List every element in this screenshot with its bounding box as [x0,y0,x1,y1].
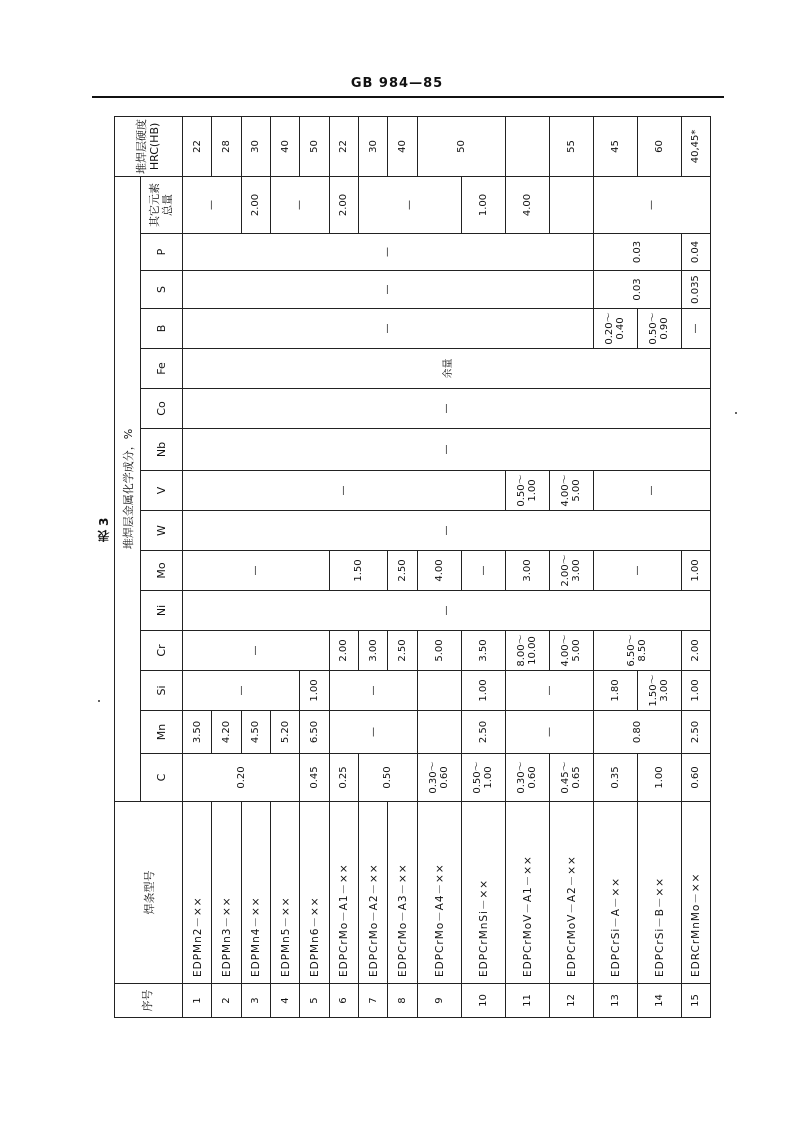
row-no: 8 [388,984,417,1018]
table-row [183,116,212,1017]
cell-hardness: 22 [329,116,358,176]
cell-w: — [183,511,711,551]
composition-table [114,116,711,1018]
cell-fe: 余量 [183,349,711,389]
cell-mn: 2.50 [461,711,505,754]
row-model: EDPCrMo－A3－×× [388,802,417,984]
cell-mn: — [505,711,593,754]
row-model: EDPCrMnSi－×× [461,802,505,984]
header-rule [92,96,724,98]
cell-ni: — [183,591,711,631]
row-no: 13 [593,984,637,1018]
cell-v: — [183,471,506,511]
cell-p: 0.04 [681,234,710,271]
cell-mo: 1.50 [329,551,388,591]
scan-speck [735,412,737,414]
cell-hardness: 40 [270,116,299,176]
cell-other: 1.00 [461,176,505,233]
cell-b: — [183,309,594,349]
col-cr-header: Cr [141,631,183,671]
cell-b: 0.50～0.90 [637,309,681,349]
col-si-header: Si [141,671,183,711]
row-no: 1 [183,984,212,1018]
row-model: EDRCrMnMo－×× [681,802,710,984]
cell-hardness: 55 [549,116,593,176]
col-nb-header: Nb [141,429,183,471]
cell-other: 2.00 [241,176,270,233]
col-ni-header: Ni [141,591,183,631]
cell-hardness: 50 [300,116,329,176]
cell-si: 1.00 [461,671,505,711]
cell-hardness: 40,45* [681,116,710,176]
cell-c: 0.50 [358,754,417,802]
cell-p: — [183,234,594,271]
row-no: 10 [461,984,505,1018]
cell-c: 0.35 [593,754,637,802]
cell-b: 0.20～0.40 [593,309,637,349]
row-model: EDPCrMoV－A1－×× [505,802,549,984]
row-no: 11 [505,984,549,1018]
row-no: 15 [681,984,710,1018]
col-fe-header: Fe [141,349,183,389]
cell-c: 0.30～0.60 [417,754,461,802]
row-no: 12 [549,984,593,1018]
cell-mo: — [461,551,505,591]
cell-s: — [183,271,594,309]
cell-cr: — [183,631,330,671]
cell-other: — [593,176,710,233]
cell-si: 1.00 [300,671,329,711]
cell-mn: 2.50 [681,711,710,754]
row-model: EDPCrSi－A－×× [593,802,637,984]
row-model: EDPCrMo－A2－×× [358,802,387,984]
cell-nb: — [183,429,711,471]
cell-hardness: 40 [388,116,417,176]
table-title: 表 3 [97,517,111,543]
col-hardness-header: 堆焊层硬度HRC(HB) [115,116,183,176]
cell-mn: 5.20 [270,711,299,754]
cell-mn: 4.20 [212,711,241,754]
row-model: EDPMn4－×× [241,802,270,984]
cell-hardness: 50 [417,116,505,176]
row-no: 4 [270,984,299,1018]
table-row [593,116,637,1017]
cell-mn: 0.80 [593,711,681,754]
cell-si: — [183,671,300,711]
cell-hardness: 28 [212,116,241,176]
cell-c: 0.30～0.60 [505,754,549,802]
row-model: EDPMn3－×× [212,802,241,984]
rotated-table-container [114,117,711,1018]
cell-hardness [505,116,549,176]
row-model: EDPMn5－×× [270,802,299,984]
col-group-header: 堆焊层金属化学成分，% [115,176,141,801]
cell-c: 0.25 [329,754,358,802]
cell-mo: 1.00 [681,551,710,591]
col-c-header: C [141,754,183,802]
cell-cr: 8.00～10.00 [505,631,549,671]
cell-co: — [183,389,711,429]
cell-si: — [505,671,593,711]
cell-mn: 3.50 [183,711,212,754]
cell-v: 4.00～5.00 [549,471,593,511]
page-header: GB 984—85 [350,76,444,91]
cell-other: — [270,176,329,233]
cell-mo: 2.50 [388,551,417,591]
cell-si: — [329,671,417,711]
cell-si: 1.00 [681,671,710,711]
col-model-header: 焊条型号 [115,802,183,984]
cell-b: — [681,309,710,349]
cell-other: — [183,176,242,233]
cell-other: 2.00 [329,176,358,233]
row-model: EDPMn6－×× [300,802,329,984]
row-no: 3 [241,984,270,1018]
col-v-header: V [141,471,183,511]
cell-mn [417,711,461,754]
cell-other: 4.00 [505,176,549,233]
cell-c: 0.45～0.65 [549,754,593,802]
cell-cr: 4.00～5.00 [549,631,593,671]
cell-cr: 3.50 [461,631,505,671]
cell-cr: 2.00 [681,631,710,671]
cell-hardness: 22 [183,116,212,176]
cell-cr: 2.00 [329,631,358,671]
col-co-header: Co [141,389,183,429]
row-model: EDPCrMoV－A2－×× [549,802,593,984]
cell-other [549,176,593,233]
col-b-header: B [141,309,183,349]
row-no: 2 [212,984,241,1018]
row-no: 9 [417,984,461,1018]
col-w-header: W [141,511,183,551]
cell-v: — [593,471,710,511]
table-row [681,116,710,1017]
row-no: 6 [329,984,358,1018]
cell-cr: 5.00 [417,631,461,671]
row-model: EDPCrSi－B－×× [637,802,681,984]
cell-c: 0.45 [300,754,329,802]
cell-hardness: 60 [637,116,681,176]
cell-mn: 4.50 [241,711,270,754]
row-model: EDPCrMo－A1－×× [329,802,358,984]
cell-mo: 3.00 [505,551,549,591]
col-mo-header: Mo [141,551,183,591]
col-s-header: S [141,271,183,309]
table-frame [114,117,711,1018]
cell-cr: 3.00 [358,631,387,671]
cell-v: 0.50～1.00 [505,471,549,511]
scan-speck [98,700,100,702]
row-no: 14 [637,984,681,1018]
cell-c: 0.20 [183,754,300,802]
cell-mn: 6.50 [300,711,329,754]
cell-c: 0.50～1.00 [461,754,505,802]
cell-si: 1.50～3.00 [637,671,681,711]
col-mn-header: Mn [141,711,183,754]
row-no: 5 [300,984,329,1018]
cell-hardness: 30 [241,116,270,176]
row-no: 7 [358,984,387,1018]
cell-s: 0.035 [681,271,710,309]
cell-mo: — [593,551,681,591]
cell-cr: 6.50～8.50 [593,631,681,671]
cell-p: 0.03 [593,234,681,271]
col-p-header: P [141,234,183,271]
cell-c: 1.00 [637,754,681,802]
cell-mn: — [329,711,417,754]
cell-s: 0.03 [593,271,681,309]
col-other-header: 其它元素总量 [141,176,183,233]
row-model: EDPMn2－×× [183,802,212,984]
row-model: EDPCrMo－A4－×× [417,802,461,984]
cell-mo: — [183,551,330,591]
col-seq-header: 序号 [115,984,183,1018]
cell-mo: 2.00～3.00 [549,551,593,591]
cell-other: — [358,176,461,233]
cell-c: 0.60 [681,754,710,802]
cell-hardness: 45 [593,116,637,176]
cell-hardness: 30 [358,116,387,176]
cell-cr: 2.50 [388,631,417,671]
cell-si: 1.80 [593,671,637,711]
cell-si [417,671,461,711]
cell-mo: 4.00 [417,551,461,591]
